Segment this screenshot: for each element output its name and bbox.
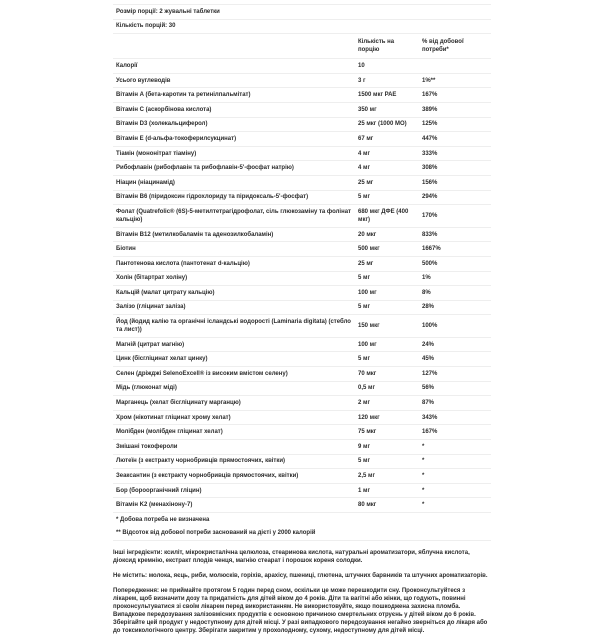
nutrient-dv: 125% xyxy=(419,117,491,132)
nutrient-dv: 1667% xyxy=(419,242,491,257)
nutrient-amount: 120 мкг xyxy=(355,410,419,425)
nutrient-row xyxy=(113,227,491,242)
servings-row xyxy=(113,19,491,34)
nutrient-row xyxy=(113,337,491,352)
nutrient-row xyxy=(113,381,491,396)
nutrient-row xyxy=(113,300,491,315)
nutrient-amount: 0,5 мг xyxy=(355,381,419,396)
footnote: ** Відсоток від добової потреби заснований на дієті у 2000 калорій xyxy=(113,527,491,541)
nutrient-amount: 1 мг xyxy=(355,483,419,498)
nutrient-row xyxy=(113,256,491,271)
nutrient-row xyxy=(113,425,491,440)
nutrient-amount: 680 мкг ДФЕ (400 мкг) xyxy=(355,205,419,228)
nutrient-name: Пантотенова кислота (пантотенат d-кальцію) xyxy=(113,256,355,271)
nutrient-amount: 80 мкг xyxy=(355,498,419,513)
nutrient-name: Змішані токофероли xyxy=(113,440,355,455)
nutrient-dv: 156% xyxy=(419,175,491,190)
nutrient-amount: 2,5 мг xyxy=(355,469,419,484)
nutrient-amount: 25 мг xyxy=(355,175,419,190)
nutrient-row xyxy=(113,315,491,338)
nutrient-row xyxy=(113,102,491,117)
nutrient-name: Тіамін (мононітрат тіаміну) xyxy=(113,146,355,161)
nutrient-dv: * xyxy=(419,498,491,513)
nutrient-dv: * xyxy=(419,469,491,484)
nutrient-amount: 5 мг xyxy=(355,352,419,367)
nutrient-row xyxy=(113,190,491,205)
nutrient-amount: 67 мг xyxy=(355,132,419,147)
nutrient-dv: 24% xyxy=(419,337,491,352)
nutrient-amount: 4 мг xyxy=(355,161,419,176)
servings-count: Кількість порцій: 30 xyxy=(113,19,491,34)
nutrient-dv: 389% xyxy=(419,102,491,117)
nutrient-amount: 4 мг xyxy=(355,146,419,161)
nutrient-row xyxy=(113,498,491,513)
nutrient-dv: 167% xyxy=(419,88,491,103)
nutrient-dv: * xyxy=(419,483,491,498)
nutrient-dv: 87% xyxy=(419,396,491,411)
nutrient-dv: 170% xyxy=(419,205,491,228)
nutrient-name: Зеаксантин (з екстракту чорнобривців прямостоячих, квітки) xyxy=(113,469,355,484)
nutrient-name: Йод (йодид калію та органічні ісландські водорості (Laminaria digitata) (стебло та лист)) xyxy=(113,315,355,338)
nutrient-row xyxy=(113,73,491,88)
supplement-facts-table xyxy=(113,4,491,541)
nutrient-amount: 10 xyxy=(355,59,419,74)
nutrient-amount: 350 мг xyxy=(355,102,419,117)
nutrient-amount: 3 г xyxy=(355,73,419,88)
nutrient-dv: 447% xyxy=(419,132,491,147)
nutrient-dv: * xyxy=(419,440,491,455)
nutrient-name: Вітамін A (бета-каротин та ретинілпальмітат) xyxy=(113,88,355,103)
nutrient-name: Вітамін B6 (піридоксин гідрохлориду та піридоксаль-5'-фосфат) xyxy=(113,190,355,205)
nutrient-dv: 500% xyxy=(419,256,491,271)
nutrient-row xyxy=(113,367,491,382)
nutrient-amount: 5 мг xyxy=(355,454,419,469)
header-row xyxy=(113,34,491,59)
nutrient-row xyxy=(113,175,491,190)
nutrient-row xyxy=(113,440,491,455)
footnote-row xyxy=(113,513,491,527)
nutrient-row xyxy=(113,271,491,286)
nutrient-amount: 2 мг xyxy=(355,396,419,411)
nutrient-amount: 9 мг xyxy=(355,440,419,455)
nutrient-row xyxy=(113,161,491,176)
nutrient-name: Холін (бітартрат холіну) xyxy=(113,271,355,286)
nutrient-name: Кальцій (малат цитрату кальцію) xyxy=(113,286,355,301)
supplement-facts xyxy=(113,4,491,635)
nutrient-amount: 100 мг xyxy=(355,286,419,301)
nutrient-row xyxy=(113,396,491,411)
nutrient-name: Залізо (гліцинат заліза) xyxy=(113,300,355,315)
nutrient-name: Мідь (глюконат міді) xyxy=(113,381,355,396)
nutrient-dv: 127% xyxy=(419,367,491,382)
serving-size: Розмір порції: 2 жувальні таблетки xyxy=(113,5,491,20)
footnote-row xyxy=(113,527,491,541)
nutrient-row xyxy=(113,454,491,469)
nutrient-row xyxy=(113,242,491,257)
nutrient-dv: 308% xyxy=(419,161,491,176)
nutrient-name: Бор (бороорганічний гліцин) xyxy=(113,483,355,498)
nutrient-dv: 343% xyxy=(419,410,491,425)
nutrient-name: Ніацин (ніацинамід) xyxy=(113,175,355,190)
nutrient-dv: 45% xyxy=(419,352,491,367)
nutrient-dv: 833% xyxy=(419,227,491,242)
nutrient-dv: 8% xyxy=(419,286,491,301)
nutrient-amount: 25 мг xyxy=(355,256,419,271)
nutrient-name: Усього вуглеводів xyxy=(113,73,355,88)
nutrient-amount: 20 мкг xyxy=(355,227,419,242)
nutrient-amount: 500 мкг xyxy=(355,242,419,257)
nutrient-amount: 150 мкг xyxy=(355,315,419,338)
dv-header: % від добової потреби* xyxy=(419,34,491,59)
nutrient-amount: 5 мг xyxy=(355,271,419,286)
nutrient-row xyxy=(113,352,491,367)
nutrient-row xyxy=(113,410,491,425)
nutrient-dv: 333% xyxy=(419,146,491,161)
nutrient-name: Молібден (молібден гліцинат хелат) xyxy=(113,425,355,440)
nutrient-dv: 100% xyxy=(419,315,491,338)
nutrient-name: Магній (цитрат магнію) xyxy=(113,337,355,352)
nutrient-amount: 75 мкг xyxy=(355,425,419,440)
nutrient-amount: 25 мкг (1000 МО) xyxy=(355,117,419,132)
nutrient-name: Рибофлавін (рибофлавін та рибофлавін-5'-фосфат натрію) xyxy=(113,161,355,176)
nutrient-row xyxy=(113,132,491,147)
serving-size-row xyxy=(113,5,491,20)
nutrient-name: Фолат (Quatrefolic® (6S)-5-метилтетрагідрофолат, сіль глюкозаміну та фолінат кальцію) xyxy=(113,205,355,228)
nutrient-name: Вітамін B12 (метилкобаламін та аденозилкобаламін) xyxy=(113,227,355,242)
nutrient-row xyxy=(113,146,491,161)
nutrient-name: Вітамін E (d-альфа-токоферилсукцинат) xyxy=(113,132,355,147)
nutrient-dv: 28% xyxy=(419,300,491,315)
nutrient-dv: 1%** xyxy=(419,73,491,88)
nutrient-dv xyxy=(419,59,491,74)
nutrient-name: Цинк (бісгліцинат хелат цинку) xyxy=(113,352,355,367)
nutrient-amount: 70 мкг xyxy=(355,367,419,382)
free-from: Не містить: молока, яєць, риби, молюсків, горіхів, арахісу, пшениці, глютена, штучних барвників та штучних ароматизаторів. xyxy=(113,573,488,580)
nutrient-dv: 1% xyxy=(419,271,491,286)
nutrient-dv: 56% xyxy=(419,381,491,396)
amount-header: Кількість на порцію xyxy=(355,34,419,59)
nutrient-name: Марганець (хелат бісгліцинату марганцю) xyxy=(113,396,355,411)
footnote: * Добова потреба не визначена xyxy=(116,516,210,523)
nutrient-row xyxy=(113,88,491,103)
nutrient-dv: * xyxy=(419,454,491,469)
nutrient-row xyxy=(113,469,491,484)
warning: Попередження: не приймайте протягом 5 годин перед сном, оскільки це може перешкодити сну. Проконсультуйтеся з лікарем, щоб визначити дозу та придатність для дітей віком до 4 років. Діти та вагітні або жінки, що годують, повинні проконсультуватися зі своїм лікарем перед використанням. Не використовуйте, якщо пошкоджена захисна пломба. Випадкове передозування залізовмісних продуктів є основною причиною смертельних отруєнь у дітей віком до 6 років. Зберігайте цей продукт у недоступному для дітей місці. У разі випадкового передозування негайно зверніться до лікаря або до токсикологічного центру. Зберігати закритим у прохолодному, сухому, недоступному для дітей місці. xyxy=(113,588,488,635)
nutrient-row xyxy=(113,483,491,498)
nutrient-name: Вітамін D3 (холекальциферол) xyxy=(113,117,355,132)
nutrient-row xyxy=(113,117,491,132)
nutrient-name: Вітамін C (аскорбінова кислота) xyxy=(113,102,355,117)
nutrient-row xyxy=(113,286,491,301)
other-ingredients: Інші інгредієнти: ксиліт, мікрокристалічна целюлоза, стеаринова кислота, натуральні ароматизатори, яблучна кислота, діоксид кремнію, екстракт плодів ченця, магнію стеарат і порошок кореня солодки. xyxy=(113,550,470,565)
nutrient-name: Вітамін K2 (менахінону-7) xyxy=(113,498,355,513)
nutrient-amount: 5 мг xyxy=(355,300,419,315)
nutrient-name: Селен (дріжджі SelenoExcell® із високим вмістом селену) xyxy=(113,367,355,382)
nutrient-row xyxy=(113,205,491,228)
nutrient-amount: 100 мг xyxy=(355,337,419,352)
nutrient-name: Лютеїн (з екстракту чорнобривців прямостоячих, квітки) xyxy=(113,454,355,469)
nutrient-name: Хром (нікотинат гліцинат хрому хелат) xyxy=(113,410,355,425)
nutrient-row xyxy=(113,59,491,74)
nutrient-amount: 5 мг xyxy=(355,190,419,205)
nutrient-amount: 1500 мкг РАЕ xyxy=(355,88,419,103)
nutrient-dv: 294% xyxy=(419,190,491,205)
nutrient-name: Калорії xyxy=(113,59,355,74)
nutrient-name: Біотин xyxy=(113,242,355,257)
nutrient-dv: 167% xyxy=(419,425,491,440)
